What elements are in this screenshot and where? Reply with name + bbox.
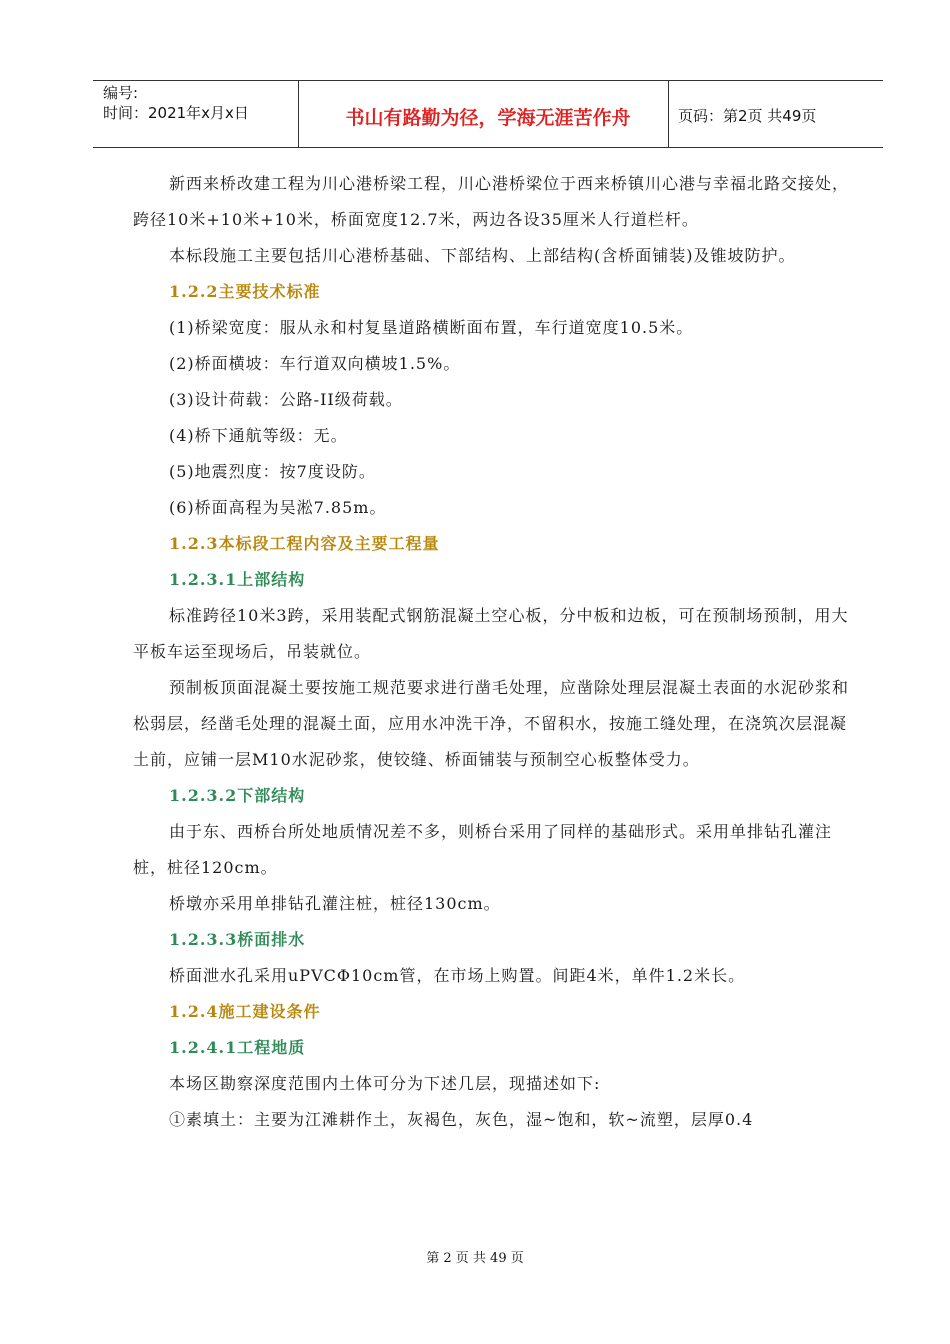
header-page-number: 页码：第2页 共49页	[678, 107, 817, 125]
header-divider	[668, 81, 669, 147]
header-date: 时间：2021年x月x日	[103, 104, 249, 122]
subsection-heading: 1.2.4.1工程地质	[169, 1038, 306, 1057]
document-body	[133, 166, 853, 1138]
list-item: (2)桥面横坡：车行道双向横坡1.5%。	[169, 354, 461, 373]
list-item: (6)桥面高程为吴淞7.85m。	[169, 498, 387, 517]
section-heading: 1.2.2主要技术标准	[169, 282, 321, 301]
subsection-heading: 1.2.3.3桥面排水	[169, 930, 306, 949]
paragraph: 预制板顶面混凝土要按施工规范要求进行凿毛处理，应凿除处理层混凝土表面的水泥砂浆和松弱层，经凿毛处理的混凝土面，应用水冲洗干净，不留积水，按施工缝处理，在浇筑次层混凝土前，应铺一层M10水泥砂浆，使铰缝、桥面铺装与预制空心板整体受力。	[133, 678, 850, 769]
list-item: (1)桥梁宽度：服从永和村复垦道路横断面布置，车行道宽度10.5米。	[169, 318, 694, 337]
page-header	[93, 80, 883, 148]
header-meta	[103, 83, 249, 123]
paragraph: 新西来桥改建工程为川心港桥梁工程，川心港桥梁位于西来桥镇川心港与幸福北路交接处，跨径10米+10米+10米，桥面宽度12.7米，两边各设35厘米人行道栏杆。	[133, 174, 850, 229]
subsection-heading: 1.2.3.2下部结构	[169, 786, 306, 805]
section-heading: 1.2.3本标段工程内容及主要工程量	[169, 534, 440, 553]
paragraph: 桥墩亦采用单排钻孔灌注桩，桩径130cm。	[169, 894, 501, 913]
list-item: (5)地震烈度：按7度设防。	[169, 462, 376, 481]
paragraph: 标准跨径10米3跨，采用装配式钢筋混凝土空心板，分中板和边板，可在预制场预制，用大平板车运至现场后，吊装就位。	[133, 606, 849, 661]
header-divider	[298, 81, 299, 147]
section-heading: 1.2.4施工建设条件	[169, 1002, 321, 1021]
subsection-heading: 1.2.3.1上部结构	[169, 570, 306, 589]
list-item: (4)桥下通航等级：无。	[169, 426, 348, 445]
header-motto: 书山有路勤为径，学海无涯苦作舟	[345, 107, 631, 129]
paragraph: ①素填土：主要为江滩耕作土，灰褐色，灰色，湿~饱和，软~流塑，层厚0.4	[169, 1110, 754, 1129]
list-item: (3)设计荷载：公路-II级荷载。	[169, 390, 403, 409]
paragraph: 由于东、西桥台所处地质情况差不多，则桥台采用了同样的基础形式。采用单排钻孔灌注桩，桩径120cm。	[133, 822, 833, 877]
paragraph: 本场区勘察深度范围内土体可分为下述几层，现描述如下:	[169, 1074, 601, 1093]
page-footer: 第 2 页 共 49 页	[426, 1251, 524, 1266]
header-serial: 编号:	[103, 84, 139, 102]
paragraph: 桥面泄水孔采用uPVCΦ10cm管，在市场上购置。间距4米，单件1.2米长。	[169, 966, 746, 985]
paragraph: 本标段施工主要包括川心港桥基础、下部结构、上部结构(含桥面铺装)及锥坡防护。	[169, 246, 796, 265]
